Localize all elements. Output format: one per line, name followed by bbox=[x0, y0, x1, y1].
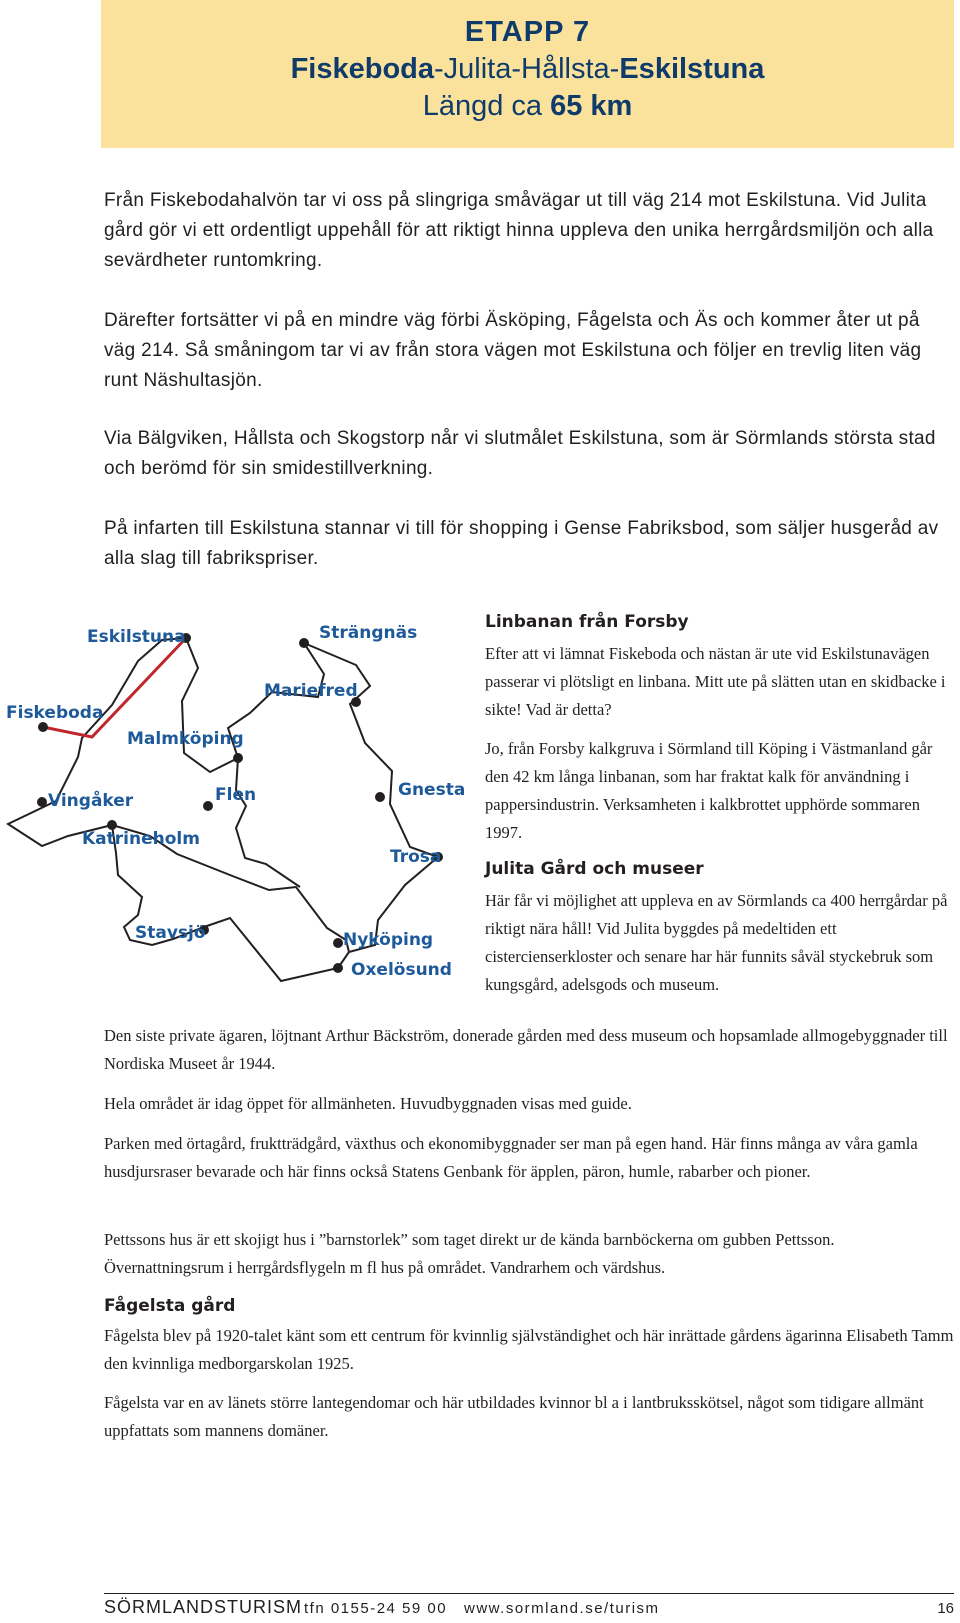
map-label-flen: Flen bbox=[215, 785, 257, 805]
body-paragraph-2: Hela området är idag öppet för allmänheten. Huvudbyggnaden visas med guide. bbox=[104, 1094, 632, 1113]
paragraph-linbanan-1: Efter att vi lämnat Fiskeboda och nästan är ute vid Eskilstunavägen passerar vi plötsligt en linbana. Mitt ute på slätten utan en skidbacke i sikte! Vad är detta? bbox=[485, 644, 946, 719]
route-middle: -Julita-Hållsta- bbox=[434, 53, 620, 85]
footer bbox=[104, 1597, 954, 1621]
route-length bbox=[101, 90, 954, 123]
map-label-trosa: Trosa bbox=[390, 847, 442, 867]
map-label-fiskeboda: Fiskeboda bbox=[6, 703, 104, 723]
map-label-katrineholm: Katrineholm bbox=[82, 829, 200, 849]
intro-paragraph-1: Från Fiskebodahalvön tar vi oss på slingriga småvägar ut till väg 214 mot Eskilstuna. Vid Julita gård gör vi ett ordentligt uppehåll för att riktigt hinna uppleva den unika herrgårdsmiljön och alla sevärdheter runtomkring. bbox=[104, 190, 934, 271]
body-paragraph-1: Den siste private ägaren, löjtnant Arthur Bäckström, donerade gården med dess museum och hopsamlade allmogebyggnader till Nordiska Museet år 1944. bbox=[104, 1026, 948, 1073]
body-section-fagelsta bbox=[104, 1292, 954, 1320]
intro-paragraph-4: På infarten till Eskilstuna stannar vi till för shopping i Gense Fabriksbod, som säljer husgeråd av alla slag till fabrikspriser. bbox=[104, 518, 939, 569]
marker-strangnas bbox=[299, 638, 309, 648]
length-prefix: Längd ca bbox=[422, 90, 551, 122]
map-label-vingaker: Vingåker bbox=[48, 791, 134, 811]
body-paragraph-4: Pettssons hus är ett skojigt hus i ”barnstorlek” som taget direkt ur de kända barnböckerna om gubben Pettsson. Övernattningsrum i herrgårdsflygeln m fl hus på området. Vandrarhem och värdshus. bbox=[104, 1230, 835, 1277]
heading-linbanan: Linbanan från Forsby bbox=[485, 612, 689, 632]
map-label-mariefred: Mariefred bbox=[264, 681, 358, 701]
header-banner bbox=[101, 0, 954, 148]
footer-divider bbox=[104, 1593, 954, 1594]
map-label-oxelosund: Oxelösund bbox=[351, 960, 452, 980]
route-start: Fiskeboda bbox=[290, 53, 435, 85]
body-paragraph-3: Parken med örtagård, fruktträdgård, växthus och ekonomibyggnader ser man på egen hand. Här finns många av våra gamla husdjursraser bevarade och här finns också Statens Genbank för äpplen, päron, humle, rabarber och pioner. bbox=[104, 1134, 918, 1181]
paragraph-julita: Här får vi möjlighet att uppleva en av Sörmlands ca 400 herrgårdar på riktigt nära håll! Vid Julita byggdes på medeltiden ett cistercienserkloster och senare har här funnits såväl styckebruk som kungsgård, adelsgods och museum. bbox=[485, 891, 948, 994]
map-label-stavsjo: Stavsjö bbox=[135, 923, 206, 943]
footer-brand: SÖRMLANDSTURISM bbox=[104, 1597, 303, 1617]
intro-paragraph-2: Därefter fortsätter vi på en mindre väg förbi Äsköping, Fågelsta och Äs och kommer åter ut på väg 214. Så småningom tar vi av från stora vägen mot Eskilstuna och följer en trevlig liten väg runt Näshultasjön. bbox=[104, 310, 922, 391]
heading-fagelsta: Fågelsta gård bbox=[104, 1296, 236, 1316]
paragraph-linbanan-2: Jo, från Forsby kalkgruva i Sörmland till Köping i Västmanland går den 42 km långa linbanan, som har fraktat kalk för användning i pappersindustrin. Verksamheten i kalkbrottet upphörde sommaren 1997. bbox=[485, 739, 933, 842]
map-label-gnesta: Gnesta bbox=[398, 780, 466, 800]
marker-fiskeboda bbox=[38, 722, 48, 732]
heading-julita: Julita Gård och museer bbox=[485, 859, 704, 879]
footer-phone: tfn 0155-24 59 00 bbox=[304, 1600, 448, 1617]
sidebar-text bbox=[485, 612, 953, 999]
stage-title: ETAPP 7 bbox=[464, 16, 591, 48]
intro-paragraph-3: Via Bälgviken, Hållsta och Skogstorp når vi slutmålet Eskilstuna, som är Sörmlands största stad och berömd för sin smidestillverkning. bbox=[104, 428, 936, 479]
marker-nykoping bbox=[333, 938, 343, 948]
footer-website-link[interactable]: www.sormland.se/turism bbox=[464, 1600, 660, 1617]
page-number: 16 bbox=[937, 1600, 954, 1617]
map-label-eskilstuna: Eskilstuna bbox=[87, 627, 186, 647]
body-paragraph-5: Fågelsta blev på 1920-talet känt som ett centrum för kvinnlig självständighet och här inrättade gårdens ägarinna Elisabeth Tamm den kvinnliga medborgarskolan 1925. bbox=[104, 1326, 954, 1373]
marker-flen bbox=[203, 801, 213, 811]
route-end: Eskilstuna bbox=[619, 53, 765, 85]
route-title bbox=[101, 53, 954, 86]
map-label-nykoping: Nyköping bbox=[343, 930, 434, 950]
marker-gnesta bbox=[375, 792, 385, 802]
length-value: 65 km bbox=[550, 90, 633, 122]
map-label-strangnas: Strängnäs bbox=[319, 623, 418, 643]
flen-road bbox=[236, 758, 300, 887]
marker-malmkoping bbox=[233, 753, 243, 763]
map-label-malmkoping: Malmköping bbox=[127, 729, 244, 749]
body-paragraph-6: Fågelsta var en av länets större lantegendomar och här utbildades kvinnor bl a i lantbruksskötsel, något som tidigare allmänt uppfattats som mannens domäner. bbox=[104, 1393, 924, 1440]
marker-vingaker bbox=[37, 797, 47, 807]
marker-oxelosund bbox=[333, 963, 343, 973]
